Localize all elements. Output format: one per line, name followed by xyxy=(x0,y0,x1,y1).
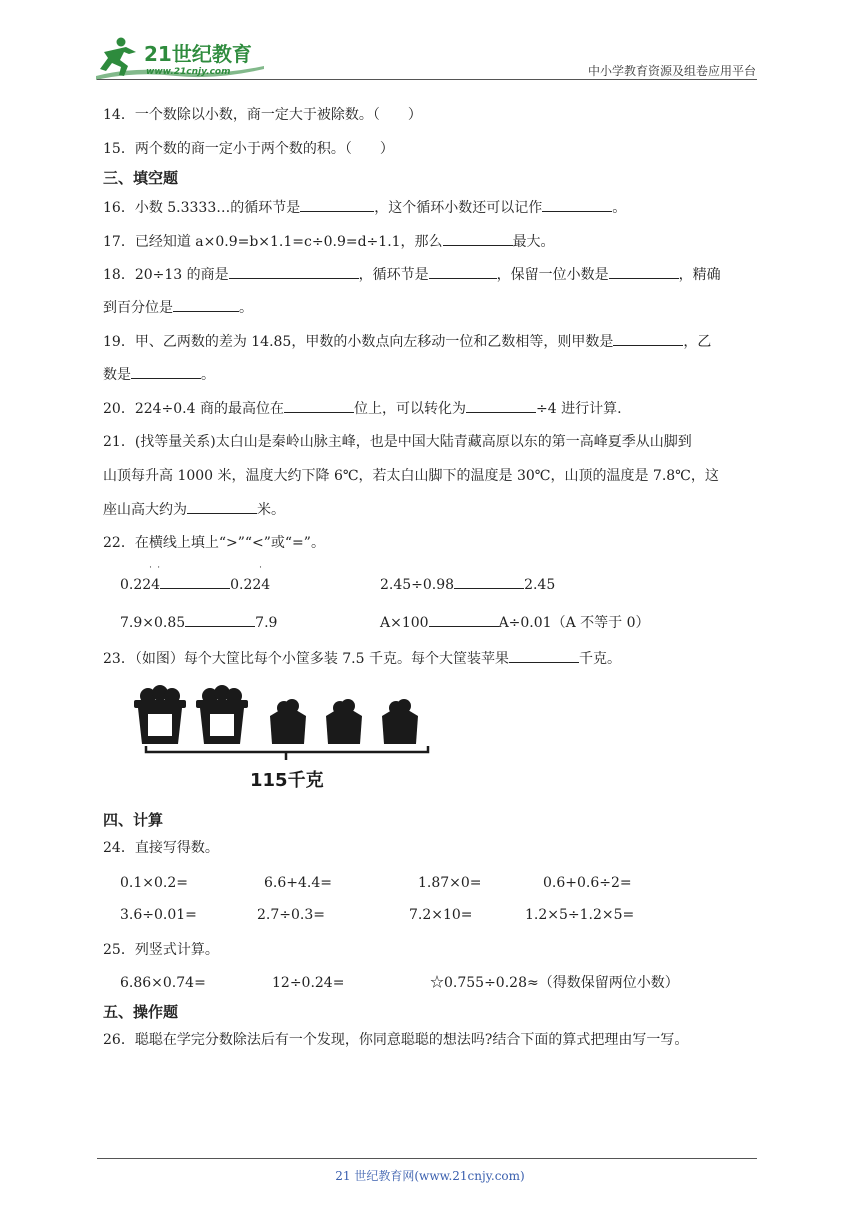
small-basket-icon xyxy=(382,699,418,744)
calc-item: 0.6+0.6÷2= xyxy=(543,875,632,891)
big-basket-icon xyxy=(134,685,186,744)
answer-blank[interactable] xyxy=(429,264,497,279)
question-22-title: 22．在横线上填上“>”“<”或“=”。 xyxy=(103,535,325,551)
question-21-line-2: 山顶每升高 1000 米，温度大约下降 6℃，若太白山脚下的温度是 30℃，山顶的温度是 7.8℃，这 xyxy=(103,468,719,484)
answer-blank[interactable] xyxy=(185,612,255,627)
question-16: 16．小数 5.3333…的循环节是 ，这个循环小数还可以记作 。 xyxy=(103,197,626,218)
footer-link[interactable]: 21 世纪教育网(www.21cnjy.com) xyxy=(335,1169,525,1183)
question-20: 20．224÷0.4 商的最高位在 位上，可以转化为 ÷4 进行计算. xyxy=(103,398,622,419)
question-19-line-1: 19．甲、乙两数的差为 14.85，甲数的小数点向左移动一位和乙数相等，则甲数是 ，乙 xyxy=(103,331,711,352)
header-divider xyxy=(97,79,757,80)
answer-blank[interactable] xyxy=(173,297,239,312)
calc-item: 1.87×0= xyxy=(418,875,482,891)
question-14: 14．一个数除以小数，商一定大于被除数。（ ） xyxy=(103,107,422,123)
answer-blank[interactable] xyxy=(542,197,612,212)
calc-item: 2.7÷0.3= xyxy=(257,907,325,923)
question-18-line-1: 18．20÷13 的商是 ，循环节是 ，保留一位小数是 ，精确 xyxy=(103,264,721,285)
answer-blank[interactable] xyxy=(187,499,257,514)
calc-item: 3.6÷0.01= xyxy=(120,907,197,923)
answer-blank[interactable] xyxy=(443,231,513,246)
answer-blank[interactable] xyxy=(300,197,374,212)
vertical-calc-item: 12÷0.24= xyxy=(272,975,345,991)
answer-blank[interactable] xyxy=(284,398,354,413)
answer-blank[interactable] xyxy=(454,574,524,589)
question-15: 15．两个数的商一定小于两个数的积。（ ） xyxy=(103,141,394,157)
answer-blank[interactable] xyxy=(509,648,579,663)
answer-blank[interactable] xyxy=(131,364,201,379)
question-21-line-1: 21．(找等量关系)太白山是秦岭山脉主峰，也是中国大陆青藏高原以东的第一高峰夏季从山脚到 xyxy=(103,434,692,450)
question-18-line-2: 到百分位是 。 xyxy=(103,297,253,318)
answer-blank[interactable] xyxy=(160,574,230,589)
section-3-title: 三、填空题 xyxy=(103,169,179,187)
compare-4: A×100 A÷0.01（A 不等于 0） xyxy=(380,612,650,633)
answer-blank[interactable] xyxy=(229,264,359,279)
footer-divider xyxy=(97,1158,757,1159)
question-26: 26．聪聪在学完分数除法后有一个发现，你同意聪聪的想法吗?结合下面的算式把理由写一写。 xyxy=(103,1032,689,1048)
question-19-line-2: 数是 。 xyxy=(103,364,215,385)
calc-item: 7.2×10= xyxy=(409,907,473,923)
question-21-line-3: 座山高大约为 米。 xyxy=(103,499,285,520)
vertical-calc-item: 6.86×0.74= xyxy=(120,975,206,991)
calc-item: 1.2×5÷1.2×5= xyxy=(525,907,635,923)
answer-blank[interactable] xyxy=(466,398,536,413)
small-basket-icon xyxy=(270,699,306,744)
question-23: 23．（如图）每个大筐比每个小筐多装 7.5 千克。每个大筐装苹果 千克。 xyxy=(103,648,621,669)
site-logo xyxy=(96,36,266,82)
calc-item: 6.6+4.4= xyxy=(264,875,332,891)
vertical-calc-item: ☆0.755÷0.28≈（得数保留两位小数） xyxy=(430,975,679,991)
question-17: 17．已经知道 a×0.9=b×1.1=c÷0.9=d÷1.1，那么 最大。 xyxy=(103,231,555,252)
big-basket-icon xyxy=(196,685,248,744)
compare-2: 2.45÷0.98 2.45 xyxy=(380,574,555,595)
svg-text:www.21cnjy.com: www.21cnjy.com xyxy=(146,67,231,77)
compare-1: 0.224 0.224 xyxy=(120,574,270,595)
platform-label: 中小学教育资源及组卷应用平台 xyxy=(587,64,756,78)
question-25-title: 25．列竖式计算。 xyxy=(103,942,219,958)
answer-blank[interactable] xyxy=(429,612,499,627)
compare-3: 7.9×0.85 7.9 xyxy=(120,612,277,633)
answer-blank[interactable] xyxy=(613,331,683,346)
question-24-title: 24．直接写得数。 xyxy=(103,840,219,856)
svg-text:21世纪教育: 21世纪教育 xyxy=(144,42,252,66)
section-5-title: 五、操作题 xyxy=(103,1003,179,1021)
brace xyxy=(146,746,428,760)
figure-label: 115千克 xyxy=(250,770,324,791)
small-basket-icon xyxy=(326,699,362,744)
section-4-title: 四、计算 xyxy=(103,811,164,829)
baskets-figure xyxy=(120,682,440,796)
answer-blank[interactable] xyxy=(609,264,679,279)
calc-item: 0.1×0.2= xyxy=(120,875,188,891)
